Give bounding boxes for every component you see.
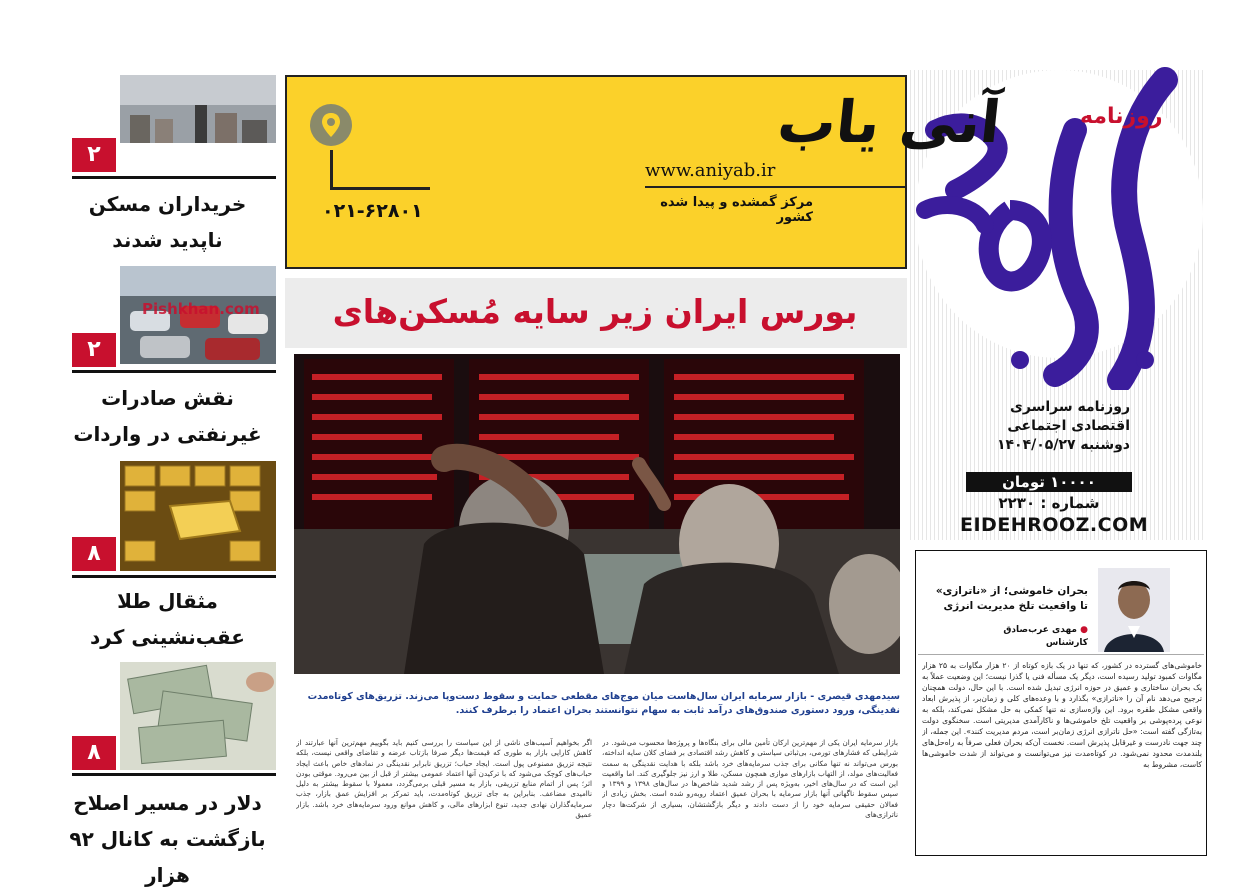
- author-name: مهدی عرب‌صادق: [1003, 625, 1077, 635]
- issue-number: شماره : ۲۲۳۰: [998, 494, 1100, 512]
- masthead-desc1: روزنامه سراسری: [1010, 399, 1130, 415]
- opinion-title: بحران خاموشی؛ از «ناترازی» تا واقعیت تلخ مدیریت انرژی: [935, 585, 1088, 612]
- opinion-body: خاموشی‌های گسترده در کشور، که تنها در یک بازه کوتاه از ۲۰ هزار مگاوات به ۲۵ هزار مگاوات کمبود تولید رسیده است، دیگر یک مسأله فنی یا گذرا نیست؛ این وضعیت عملاً به یک بحران ساختاری و عمیق در حوزه انرژی تبدیل شده است. با این حال، دولت همچنان ترجیح می‌دهد نام آن را «ناترازی» بگذارد و با وعده‌های کلی و زمان‌بر، از پذیرش ابعاد واقعی مشکل طفره برود. این واژه‌سازی نه تنها کمکی به حل مشکل نمی‌کند، بلکه به نوعی پرده‌پوشی بر واقعیت تلخ خاموشی‌ها و ناکارآمدی مدیریتی است. سخنگوی دولت به‌تازگی گفته است: «حل ناترازی انرژی زمان‌بر است، مردم مدیریت کنند». این جمله، از چند جهت نادرست و غیرقابل پذیرش است. نخست آن‌که بحران فعلی صرفاً به راه‌حل‌های بلندمدت محدود نمی‌شود. در کوتاه‌مدت نیز می‌توانست و می‌تواند از شدت خاموشی‌ها کاست، مشروط به: [922, 661, 1202, 769]
- page-badge: ۸: [72, 537, 116, 571]
- ad-url[interactable]: www.aniyab.ir: [645, 160, 776, 181]
- article-column-2: اگر بخواهیم آسیب‌های ناشی از این سیاست را بررسی کنیم باید بگوییم مهم‌ترین آنها عبارتند از کاهش کارایی بازار به طوری که قیمت‌ها دیگر صرفا بازتاب عرضه و تقاضای واقعی نیست، بلکه نتیجه تزریق مصنوعی پول است. ایجاد حباب؛ تزریق نابرابر نقدینگی در نمادهای خاص باعث ایجاد حباب‌های کوچک می‌شود که با ترکیدن آنها اعتماد عمومی بیشتر از قبل از بین می‌رود. موقتی بودن اثر؛ پس از اتمام منابع تزریقی، بازار به مسیر قبلی برمی‌گردد، معمولا با سقوط بیشتر به دلیل ناامیدی مضاعف. بنابراین به جای تزریق کوتاه‌مدت، باید تمرکز بر افزایش عمق بازار، جذب سرمایه‌گذاران نهادی جدید، تنوع ابزارهای مالی، و کاهش موانع ورود سرمایه‌های خرد باشد. بازار عمیق: [296, 738, 592, 820]
- opinion-role: کارشناس: [1045, 638, 1088, 648]
- page-badge: ۲: [72, 138, 116, 172]
- opinion-author: [930, 624, 1088, 637]
- sidebar-headline[interactable]: دلار در مسیر اصلاح بازگشت به کانال ۹۲ هزار: [69, 791, 266, 887]
- masthead-info: [960, 398, 1130, 455]
- sidebar-rule: [72, 176, 276, 179]
- ad-title: آنی یاب: [774, 88, 1004, 156]
- ad-bracket-decoration: [330, 150, 430, 190]
- masthead-small-title: روزنامه: [1080, 104, 1163, 129]
- ad-subtitle: مرکز گمشده و پیدا شده کشور: [660, 195, 813, 225]
- article-column-1: بازار سرمایه ایران یکی از مهم‌ترین ارکان تأمین مالی برای بنگاه‌ها و پروژه‌ها محسوب می‌شود. در شرایطی که فشارهای تورمی، بی‌ثباتی سیاستی و کاهش رشد اقتصادی بر فضای کلان سایه انداخته، بورس می‌تواند نه تنها مکانی برای جذب سرمایه‌های خرد باشد بلکه با هدایت نقدینگی به سمت فعالیت‌های مولد، از التهاب بازارهای موازی همچون مسکن، طلا و ارز نیز جلوگیری کند. اما واقعیت این است که در سال‌های اخیر، به‌ویژه پس از رشد شدید شاخص‌ها در سال‌های ۱۳۹۸ و ۱۳۹۹ و سپس سقوط ناگهانی آنها بازار سرمایه با بحران عمیق اعتماد روبه‌رو شده است. بخش زیادی از فعالان حقیقی سرمایه خود را از دست دادند و دیگر بازگشتشان، بسیاری از شرکت‌ها دچار ناترازی‌های: [602, 738, 898, 820]
- opinion-divider: [918, 654, 1204, 655]
- city-skyline-photo: [120, 75, 276, 143]
- page-badge: ۲: [72, 333, 116, 367]
- article-lead: سیدمهدی قیصری - بازار سرمایه ایران سال‌هاست میان موج‌های مقطعی حمایت و سقوط دست‌وپا می‌زند. تزریق‌های کوتاه‌مدت نقدینگی، ورود دستوری صندوق‌های درآمد ثابت به سهام نتوانستند بحران اعتماد را برطرف کنند.: [307, 691, 900, 716]
- bullet-icon: ●: [1077, 625, 1088, 635]
- opinion-author-block: [930, 624, 1088, 650]
- location-pin-icon: [310, 104, 352, 146]
- price-badge: ۱۰۰۰۰ تومان: [966, 472, 1132, 492]
- sidebar-headline[interactable]: مثقال طلا عقب‌نشینی کرد: [90, 589, 245, 649]
- gold-bars-photo: [120, 461, 276, 571]
- dollar-bills-photo: [120, 662, 276, 770]
- sidebar-headline[interactable]: نقش صادرات غیرنفتی در واردات: [73, 386, 262, 446]
- sidebar-rule: [72, 773, 276, 776]
- site-url[interactable]: EIDEHROOZ.COM: [960, 514, 1149, 536]
- ad-divider: [645, 186, 907, 188]
- sidebar-headline[interactable]: خریداران مسکن ناپدید شدند: [88, 192, 247, 252]
- watermark: Pishkhan.com: [142, 300, 260, 318]
- masthead-desc2: اقتصادی اجتماعی: [1007, 418, 1130, 434]
- masthead-date: دوشنبه ۱۴۰۴/۰۵/۲۷: [996, 437, 1130, 453]
- ad-phone: ۰۲۱-۶۲۸۰۱: [322, 200, 423, 222]
- sidebar-rule: [72, 370, 276, 373]
- page-badge: ۸: [72, 736, 116, 770]
- sidebar-rule: [72, 575, 276, 578]
- author-photo: [1098, 568, 1170, 652]
- main-headline[interactable]: بورس ایران زیر سایه مُسکن‌های: [332, 292, 858, 331]
- stock-exchange-photo: [294, 354, 900, 674]
